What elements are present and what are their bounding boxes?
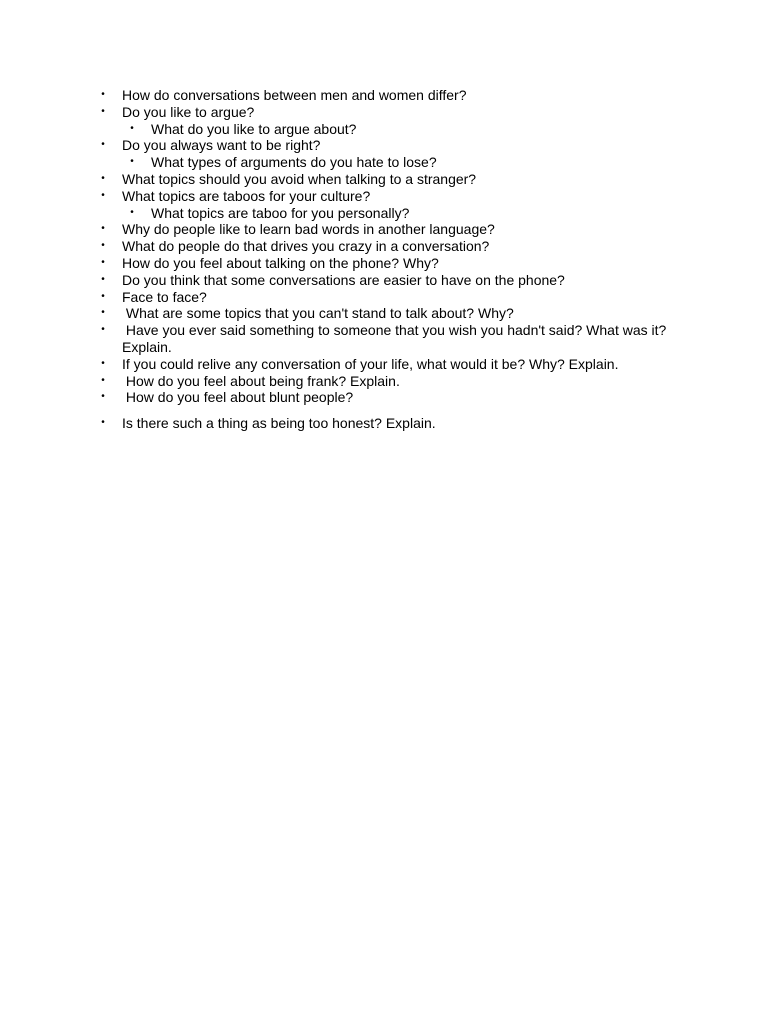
- sub-question-item: [94, 121, 694, 138]
- bullet-icon: •: [101, 240, 105, 252]
- question-item: [94, 272, 694, 289]
- question-text: What topics should you avoid when talking to a stranger?: [122, 170, 477, 187]
- question-item: [94, 104, 694, 121]
- question-text: Have you ever said something to someone that you wish you hadn't said? What was it? Explain.: [122, 322, 671, 355]
- question-text: How do you feel about talking on the phone? Why?: [122, 254, 439, 271]
- question-item: [94, 137, 694, 154]
- question-item: [94, 305, 694, 322]
- bullet-icon: •: [101, 374, 105, 386]
- bullet-icon: •: [101, 105, 105, 117]
- bullet-icon: •: [101, 307, 105, 319]
- question-text: What do people do that drives you crazy in a conversation?: [122, 238, 490, 255]
- question-text: Do you like to argue?: [122, 103, 255, 120]
- bullet-icon: •: [101, 324, 105, 336]
- question-item: [94, 389, 694, 406]
- question-text: What do you like to argue about?: [151, 120, 357, 137]
- question-text: What are some topics that you can't stand to talk about? Why?: [122, 305, 514, 322]
- sub-question-item: [94, 205, 694, 222]
- question-text: How do you feel about blunt people?: [122, 389, 354, 406]
- bullet-icon: •: [130, 122, 134, 134]
- question-text: How do conversations between men and women differ?: [122, 87, 467, 103]
- question-item: [94, 87, 694, 104]
- bullet-icon: •: [130, 206, 134, 218]
- bullet-icon: •: [101, 223, 105, 235]
- question-text: Why do people like to learn bad words in another language?: [122, 221, 495, 238]
- bullet-icon: •: [101, 256, 105, 268]
- bullet-icon: •: [101, 357, 105, 369]
- question-item: [94, 238, 694, 255]
- bullet-icon: •: [101, 273, 105, 285]
- question-item: [94, 322, 694, 356]
- bullet-icon: •: [101, 417, 105, 429]
- bullet-icon: •: [101, 172, 105, 184]
- question-item: [94, 221, 694, 238]
- question-text: What types of arguments do you hate to lose?: [151, 154, 437, 171]
- question-item: [94, 289, 694, 306]
- question-text: If you could relive any conversation of your life, what would it be? Why? Explain.: [122, 355, 619, 372]
- question-item: [94, 373, 694, 390]
- bullet-icon: •: [101, 290, 105, 302]
- question-item: [94, 188, 694, 205]
- question-text: Do you always want to be right?: [122, 137, 321, 154]
- question-text: Is there such a thing as being too honest? Explain.: [122, 415, 436, 432]
- question-item: [94, 171, 694, 188]
- bullet-icon: •: [130, 156, 134, 168]
- question-text: Do you think that some conversations are easier to have on the phone?: [122, 271, 565, 288]
- bullet-icon: •: [101, 89, 105, 100]
- question-text: How do you feel about being frank? Explain.: [122, 372, 400, 389]
- question-item: [94, 415, 694, 432]
- question-item: [94, 255, 694, 272]
- sub-question-item: [94, 154, 694, 171]
- question-item: [94, 356, 694, 373]
- bullet-icon: •: [101, 189, 105, 201]
- question-text: Face to face?: [122, 288, 207, 305]
- question-text: What topics are taboo for you personally?: [151, 204, 410, 221]
- question-text: What topics are taboos for your culture?: [122, 187, 371, 204]
- bullet-icon: •: [101, 391, 105, 403]
- bullet-icon: •: [101, 139, 105, 151]
- question-list: [94, 87, 694, 432]
